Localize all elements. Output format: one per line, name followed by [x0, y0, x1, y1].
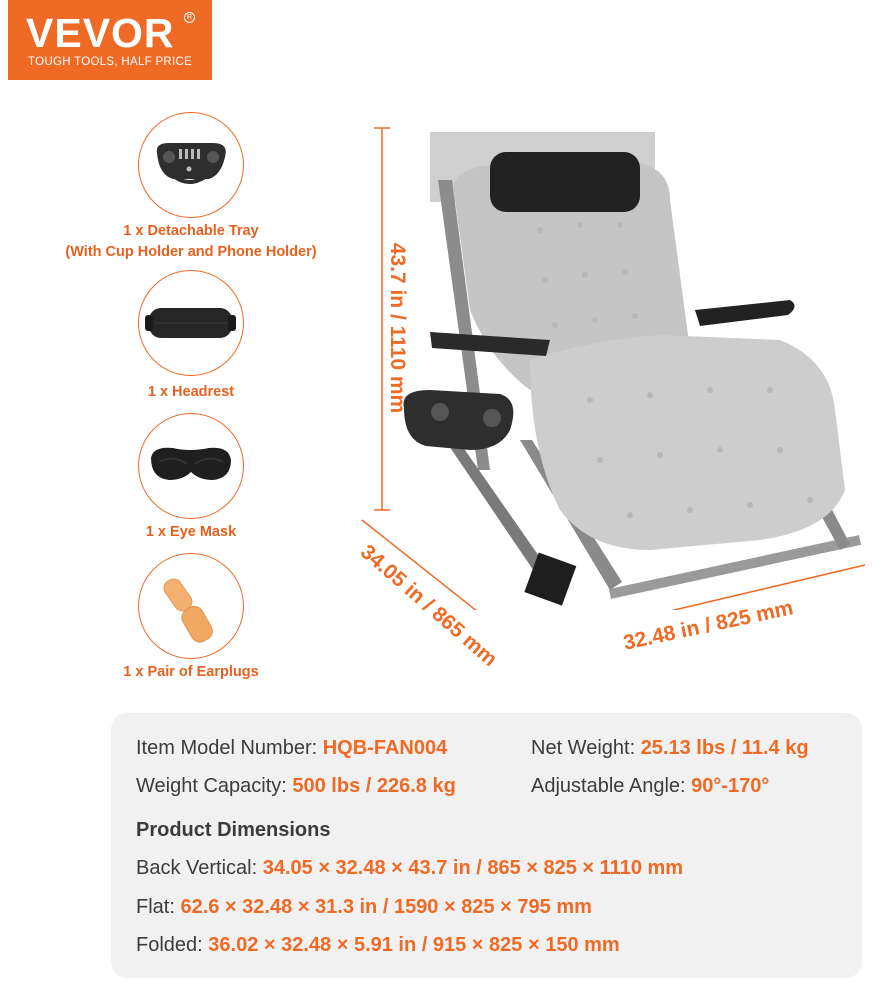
- earplugs-label: 1 x Pair of Earplugs: [123, 664, 259, 680]
- earplugs-icon: [139, 554, 242, 657]
- chair-illustration: [360, 110, 880, 610]
- tray-circle: [138, 112, 244, 218]
- specs-panel: [111, 713, 862, 978]
- height-dimension: 43.7 in / 1110 mm: [386, 242, 409, 414]
- flat-dims: Flat: 62.6 × 32.48 × 31.3 in / 1590 × 825 × 795 mm: [136, 896, 592, 918]
- earplugs-circle: [138, 553, 244, 659]
- headrest-label: 1 x Headrest: [147, 384, 235, 400]
- eye-mask-circle: [138, 413, 244, 519]
- depth-dimension: 34.05 in / 865 mm: [355, 540, 502, 671]
- net-weight: Net Weight: 25.13 lbs / 11.4 kg: [531, 737, 809, 759]
- headrest-icon: [139, 271, 242, 374]
- back-vertical-dims: Back Vertical: 34.05 × 32.48 × 43.7 in / 865 × 825 × 1110 mm: [136, 857, 684, 879]
- model-number: Item Model Number: HQB-FAN004: [136, 737, 448, 759]
- width-dimension: 32.48 in / 825 mm: [621, 596, 796, 655]
- headrest-circle: [138, 270, 244, 376]
- eye-mask-label: 1 x Eye Mask: [145, 524, 237, 540]
- folded-dims: Folded: 36.02 × 32.48 × 5.91 in / 915 × 825 × 150 mm: [136, 934, 620, 956]
- brand-tagline: TOUGH TOOLS, HALF PRICE: [28, 56, 193, 68]
- registered-mark: R: [184, 12, 195, 23]
- eye-mask-icon: [139, 414, 242, 517]
- brand-name: VEVOR: [26, 10, 175, 56]
- weight-capacity: Weight Capacity: 500 lbs / 226.8 kg: [136, 775, 456, 797]
- vevor-logo: [8, 0, 212, 80]
- dimensions-heading: Product Dimensions: [136, 819, 331, 841]
- tray-icon: [139, 113, 242, 216]
- tray-label: 1 x Detachable Tray (With Cup Holder and Phone Holder): [65, 223, 317, 260]
- adjustable-angle: Adjustable Angle: 90°-170°: [531, 775, 770, 797]
